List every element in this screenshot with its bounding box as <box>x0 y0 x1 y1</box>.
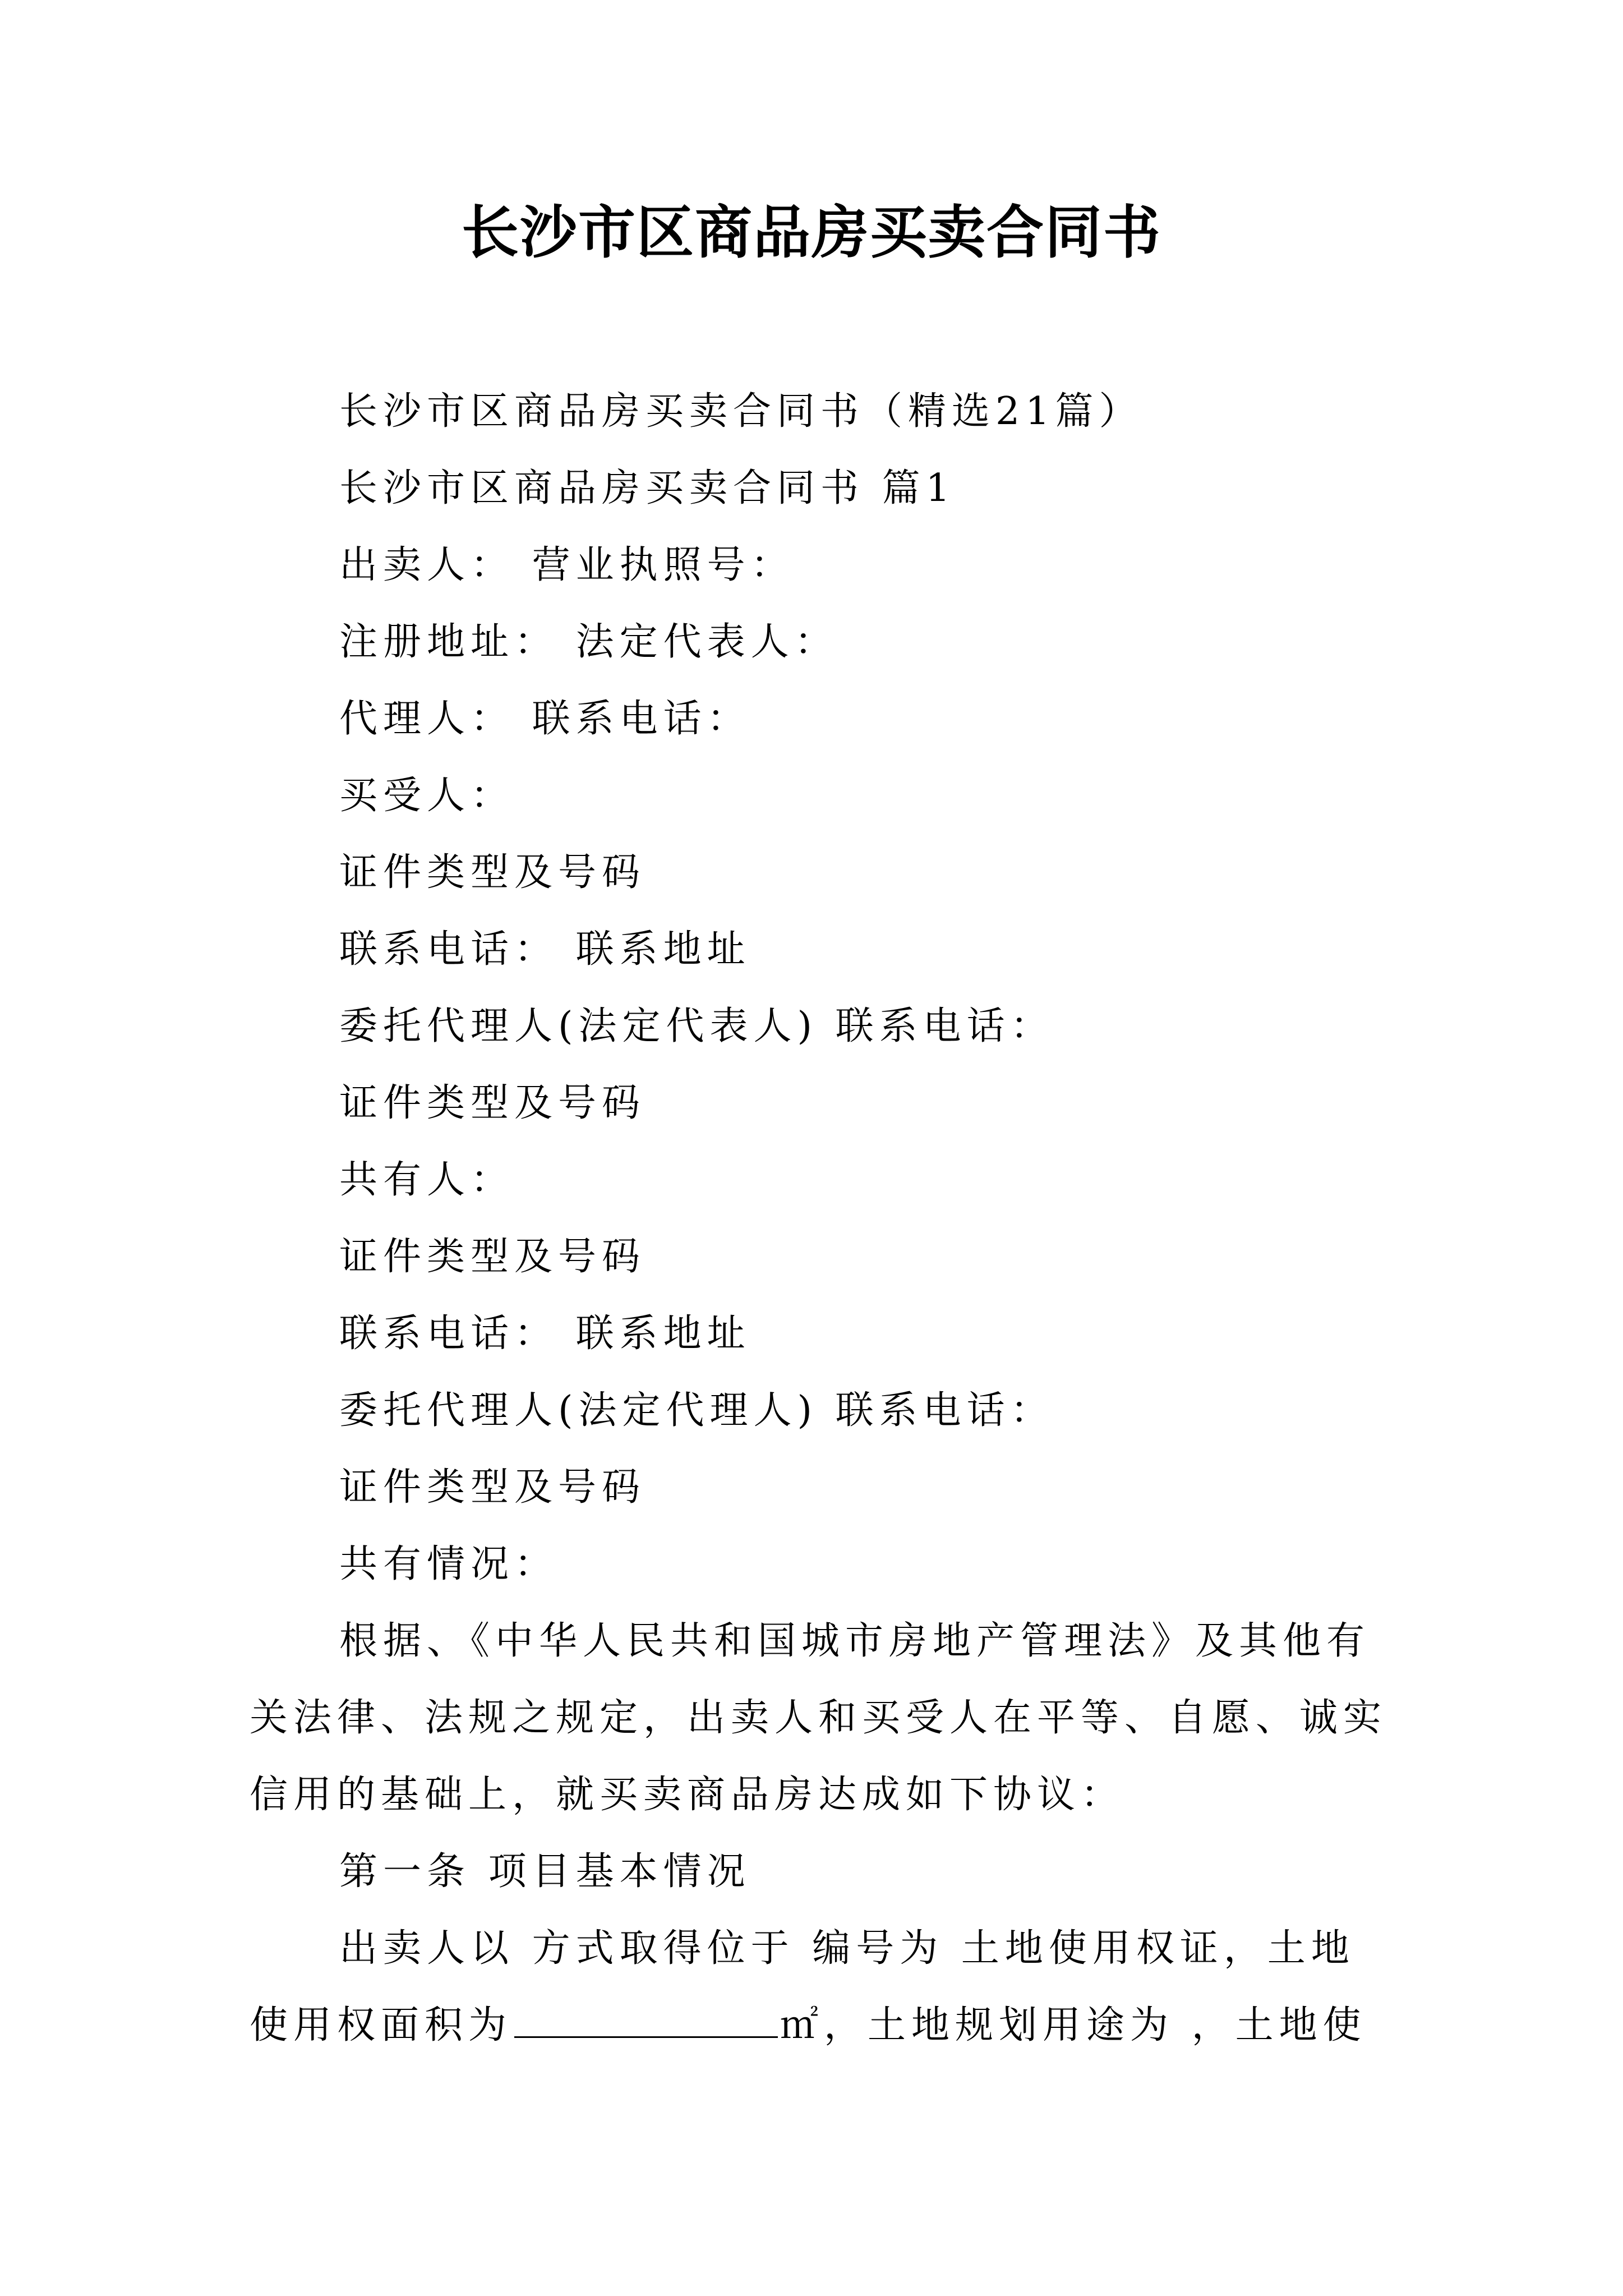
paragraph-article-one: 第一条 项目基本情况 <box>339 1849 751 1894</box>
paragraph-id-type: 证件类型及号码 <box>339 1235 646 1279</box>
paragraph-id-type: 证件类型及号码 <box>339 1465 646 1510</box>
document-title: 长沙市区商品房买卖合同书 <box>462 199 1161 266</box>
paragraph-land-info <box>250 1910 1394 2064</box>
fill-in-blank[interactable] <box>514 2003 778 2038</box>
paragraph-co-ownership: 共有情况： <box>339 1542 559 1586</box>
paragraph-id-type: 证件类型及号码 <box>339 1081 646 1125</box>
paragraph-section-heading: 长沙市区商品房买卖合同书 篇1 <box>339 466 956 510</box>
paragraph-agent: 代理人： 联系电话： <box>339 697 751 741</box>
paragraph-entrusted-agent: 委托代理人(法定代理人) 联系电话： <box>339 1388 1054 1433</box>
land-info-text: 出卖人以 方式取得位于 编号为 土地使用权证，土地使用权面积为 <box>250 1926 1355 2047</box>
paragraph-entrusted-agent: 委托代理人(法定代表人) 联系电话： <box>339 1004 1054 1048</box>
paragraph-subtitle: 长沙市区商品房买卖合同书（精选21篇） <box>339 389 1143 434</box>
land-info-text-continued: ㎡，土地规划用途为 ，土地使 <box>780 2003 1367 2047</box>
paragraph-co-owner: 共有人： <box>339 1158 515 1202</box>
paragraph-id-type: 证件类型及号码 <box>339 850 646 895</box>
paragraph-preamble: 根据、《中华人民共和国城市房地产管理法》及其他有关法律、法规之规定，出卖人和买受人在平等、自愿、诚实信用的基础上，就买卖商品房达成如下协议： <box>250 1619 1387 1817</box>
document-body <box>250 373 1394 2064</box>
paragraph-seller: 出卖人： 营业执照号： <box>339 543 795 587</box>
paragraph-registered-address: 注册地址： 法定代表人： <box>339 620 838 664</box>
paragraph-buyer: 买受人： <box>339 774 515 818</box>
paragraph-contact: 联系电话： 联系地址 <box>339 1312 751 1356</box>
paragraph-contact: 联系电话： 联系地址 <box>339 927 751 972</box>
